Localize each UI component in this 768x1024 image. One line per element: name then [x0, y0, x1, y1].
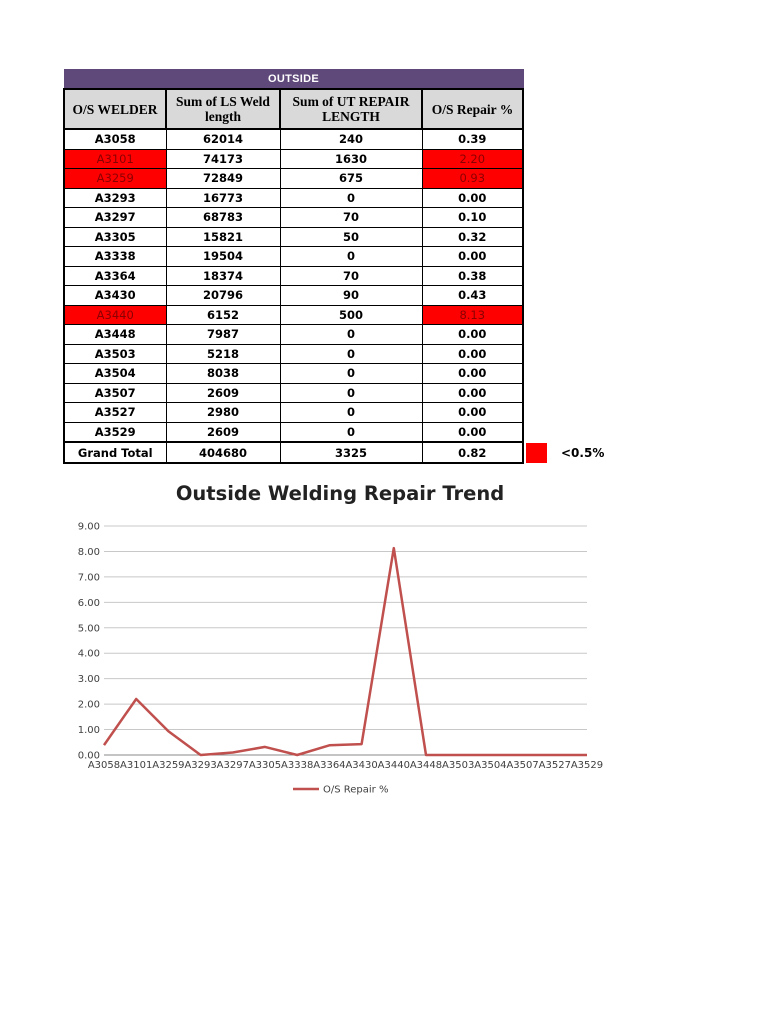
cell-welder: A3507: [64, 383, 166, 403]
cell-repair-percent: 0.00: [422, 247, 523, 267]
cell-ls-weld-length: 15821: [166, 227, 280, 247]
x-tick-label: A3440: [377, 760, 410, 771]
repair-trend-chart: [0, 470, 768, 810]
table-row: [64, 266, 523, 286]
cell-ut-repair-length: 70: [280, 266, 422, 286]
cell-ut-repair-length: 0: [280, 422, 422, 442]
x-tick-label: A3507: [506, 760, 539, 771]
chart-title: Outside Welding Repair Trend: [175, 482, 505, 505]
legend-key-label: <0.5%: [561, 446, 605, 460]
legend-series-label: O/S Repair %: [323, 784, 389, 796]
header-repair-percent: O/S Repair %: [422, 89, 523, 129]
x-tick-label: A3529: [570, 760, 604, 771]
cell-ut-repair-length: 1630: [280, 149, 422, 169]
cell-welder: A3448: [64, 325, 166, 345]
table-row: [64, 305, 523, 325]
cell-ls-weld-length: 2609: [166, 383, 280, 403]
x-tick-label: A3364: [313, 760, 346, 771]
table-banner: OUTSIDE: [64, 70, 523, 90]
cell-welder: A3503: [64, 344, 166, 364]
cell-repair-percent: 0.00: [422, 325, 523, 345]
x-tick-label: A3101: [120, 760, 153, 771]
cell-ut-repair-length: 90: [280, 286, 422, 306]
cell-ls-weld-length: 5218: [166, 344, 280, 364]
cell-repair-percent: 0.39: [422, 129, 523, 149]
cell-repair-percent: 2.20: [422, 149, 523, 169]
cell-ls-weld-length: 6152: [166, 305, 280, 325]
table-row: [64, 227, 523, 247]
cell-repair-percent: 0.93: [422, 169, 523, 189]
cell-welder: A3101: [64, 149, 166, 169]
x-tick-label: A3259: [152, 760, 185, 771]
y-axis-ticks: [78, 522, 100, 762]
y-tick-label: 2.00: [77, 699, 100, 711]
cell-repair-percent: 0.00: [422, 344, 523, 364]
cell-welder: A3297: [64, 208, 166, 228]
cell-ls-weld-length: 18374: [166, 266, 280, 286]
cell-repair-percent: 0.00: [422, 188, 523, 208]
x-tick-label: A3503: [442, 760, 475, 771]
y-tick-label: 3.00: [77, 674, 100, 686]
x-tick-label: A3527: [538, 760, 571, 771]
legend-key-swatch: [526, 443, 547, 463]
table-row: [64, 364, 523, 384]
cell-repair-percent: 0.00: [422, 403, 523, 423]
x-axis-ticks: [88, 760, 603, 771]
x-tick-label: A3338: [281, 760, 314, 771]
cell-ut-repair-length: 500: [280, 305, 422, 325]
table-row: [64, 247, 523, 267]
chart-legend: [293, 785, 388, 796]
cell-welder: A3440: [64, 305, 166, 325]
cell-total-ut-repair-length: 3325: [280, 442, 422, 463]
table-row: [64, 344, 523, 364]
cell-ut-repair-length: 0: [280, 383, 422, 403]
cell-repair-percent: 0.00: [422, 364, 523, 384]
cell-repair-percent: 0.00: [422, 383, 523, 403]
cell-ut-repair-length: 0: [280, 247, 422, 267]
y-tick-label: 6.00: [77, 597, 100, 609]
cell-welder: A3293: [64, 188, 166, 208]
cell-ls-weld-length: 2980: [166, 403, 280, 423]
header-ut-repair-length: Sum of UT REPAIR LENGTH: [280, 89, 422, 129]
x-tick-label: A3448: [409, 760, 443, 771]
y-tick-label: 8.00: [77, 546, 100, 558]
cell-total-repair-percent: 0.82: [422, 442, 523, 463]
chart-gridlines: [104, 526, 587, 755]
cell-welder: A3058: [64, 129, 166, 149]
table-row: [64, 208, 523, 228]
table-body: [64, 129, 523, 463]
table-row: [64, 129, 523, 149]
y-tick-label: 0.00: [77, 750, 100, 762]
cell-ls-weld-length: 74173: [166, 149, 280, 169]
cell-ut-repair-length: 0: [280, 188, 422, 208]
cell-ut-repair-length: 70: [280, 208, 422, 228]
series-line-repair-percent: [104, 548, 587, 755]
cell-ut-repair-length: 0: [280, 344, 422, 364]
cell-ut-repair-length: 0: [280, 403, 422, 423]
cell-total-label: Grand Total: [64, 442, 166, 463]
cell-repair-percent: 0.38: [422, 266, 523, 286]
cell-ut-repair-length: 675: [280, 169, 422, 189]
table-row: [64, 149, 523, 169]
table-total-row: [64, 442, 523, 463]
welder-repair-table: [63, 69, 524, 464]
y-tick-label: 1.00: [77, 725, 100, 737]
x-tick-label: A3305: [248, 760, 282, 771]
cell-welder: A3529: [64, 422, 166, 442]
cell-ls-weld-length: 68783: [166, 208, 280, 228]
cell-ut-repair-length: 240: [280, 129, 422, 149]
cell-ut-repair-length: 50: [280, 227, 422, 247]
cell-welder: A3305: [64, 227, 166, 247]
x-tick-label: A3293: [184, 760, 217, 771]
table-row: [64, 286, 523, 306]
cell-welder: A3259: [64, 169, 166, 189]
cell-welder: A3527: [64, 403, 166, 423]
x-tick-label: A3297: [216, 760, 249, 771]
cell-welder: A3364: [64, 266, 166, 286]
cell-ls-weld-length: 62014: [166, 129, 280, 149]
cell-ls-weld-length: 2609: [166, 422, 280, 442]
cell-ut-repair-length: 0: [280, 364, 422, 384]
x-tick-label: A3430: [345, 760, 378, 771]
cell-ls-weld-length: 7987: [166, 325, 280, 345]
table-row: [64, 169, 523, 189]
cell-repair-percent: 0.32: [422, 227, 523, 247]
table-row: [64, 325, 523, 345]
cell-repair-percent: 0.43: [422, 286, 523, 306]
y-tick-label: 4.00: [77, 648, 100, 660]
cell-welder: A3504: [64, 364, 166, 384]
cell-ls-weld-length: 20796: [166, 286, 280, 306]
cell-ls-weld-length: 72849: [166, 169, 280, 189]
table-row: [64, 422, 523, 442]
table-row: [64, 188, 523, 208]
cell-repair-percent: 8.13: [422, 305, 523, 325]
y-tick-label: 7.00: [77, 572, 100, 584]
y-tick-label: 9.00: [77, 521, 100, 533]
cell-welder: A3338: [64, 247, 166, 267]
cell-repair-percent: 0.00: [422, 422, 523, 442]
cell-ls-weld-length: 8038: [166, 364, 280, 384]
cell-total-ls-weld-length: 404680: [166, 442, 280, 463]
y-tick-label: 5.00: [77, 623, 100, 635]
cell-repair-percent: 0.10: [422, 208, 523, 228]
x-tick-label: A3058: [87, 760, 121, 771]
table-row: [64, 383, 523, 403]
header-welder: O/S WELDER: [64, 89, 166, 129]
header-ls-weld-length: Sum of LS Weld length: [166, 89, 280, 129]
x-tick-label: A3504: [474, 760, 507, 771]
cell-ls-weld-length: 16773: [166, 188, 280, 208]
table-row: [64, 403, 523, 423]
cell-ut-repair-length: 0: [280, 325, 422, 345]
cell-welder: A3430: [64, 286, 166, 306]
cell-ls-weld-length: 19504: [166, 247, 280, 267]
